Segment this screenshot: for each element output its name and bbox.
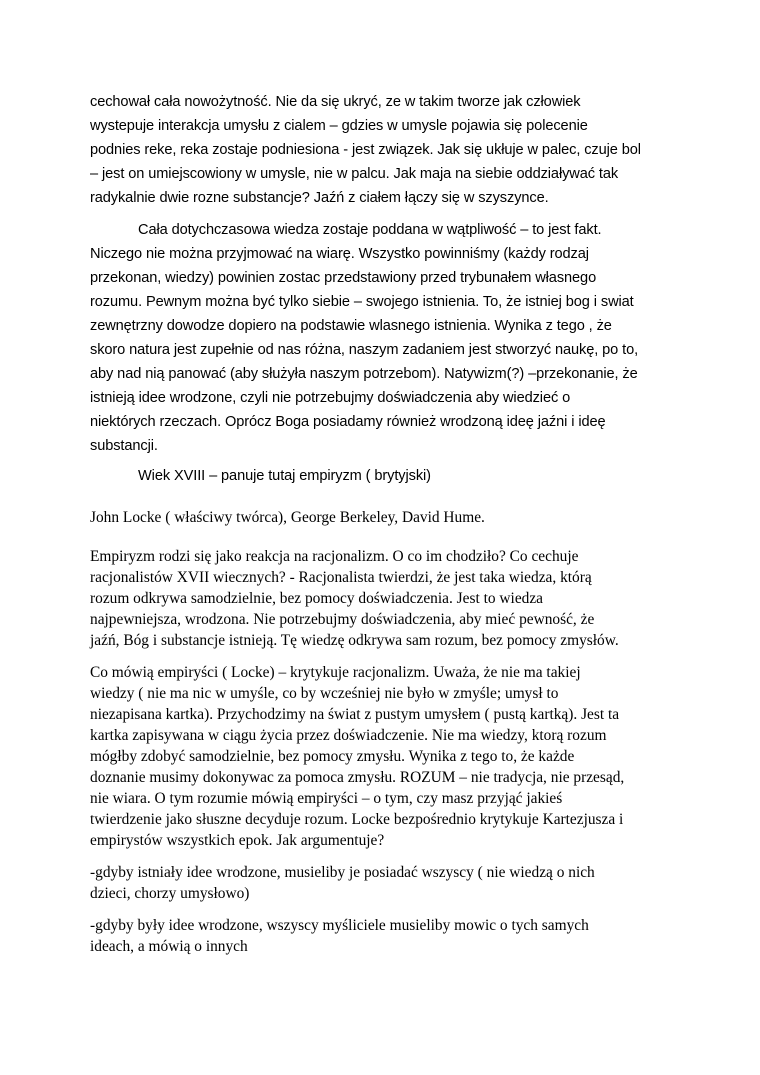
text-line: -gdyby istniały idee wrodzone, musieliby je posiadać wszyscy ( nie wiedzą o nich (90, 864, 595, 881)
text-line: nie wiara. O tym rozumie mówią empiryści – o tym, czy masz przyjąć jakieś (90, 790, 563, 807)
text-line: aby nad nią panować (aby służyła naszym potrzebom). Natywizm(?) –przekonanie, że (90, 366, 638, 382)
text-line: Co mówią empiryści ( Locke) – krytykuje racjonalizm. Uważa, że nie ma takiej (90, 664, 581, 681)
text-line: wiedzy ( nie ma nic w umyśle, co by wcześniej nie było w zmyśle; umysł to (90, 685, 559, 702)
text-line: Niczego nie można przyjmować na wiarę. Wszystko powinniśmy (każdy rodzaj (90, 246, 589, 262)
text-line: radykalnie dwie rozne substancje? Jaźń z ciałem łączy się w szyszynce. (90, 190, 549, 206)
text-line: rozumu. Pewnym można być tylko siebie – swojego istnienia. To, że istniej bog i swiat (90, 294, 634, 310)
text-line: istnieją idee wrodzone, czyli nie potrzebujmy doświadczenia aby wiedzieć o (90, 390, 571, 406)
text-line: dzieci, chorzy umysłowo) (90, 885, 250, 902)
text-line: Empiryzm rodzi się jako reakcja na racjonalizm. O co im chodziło? Co cechuje (90, 548, 579, 565)
text-line: – jest on umiejscowiony w umysle, nie w palcu. Jak maja na siebie oddziaływać tak (90, 166, 619, 182)
text-line: cechował cała nowożytność. Nie da się ukryć, ze w takim tworze jak człowiek (90, 94, 581, 110)
text-line: empirystów wszystkich epok. Jak argumentuje? (90, 832, 385, 849)
text-line: twierdzenie jako słuszne decyduje rozum. Locke bezpośrednio krytykuje Kartezjusza i (90, 811, 624, 828)
text-line: zewnętrzny dowodze dopiero na podstawie wlasnego istnienia. Wynika z tego , że (90, 318, 612, 334)
text-line: jaźń, Bóg i substancje istnieją. Tę wiedzę odkrywa sam rozum, bez pomocy zmysłów. (90, 632, 619, 649)
text-line: -gdyby były idee wrodzone, wszyscy myśliciele musieliby mowic o tych samych (90, 917, 589, 934)
text-line: Cała dotychczasowa wiedza zostaje poddana w wątpliwość – to jest fakt. (138, 222, 602, 238)
text-line: niektórych rzeczach. Oprócz Boga posiadamy również wrodzoną ideę jaźni i ideę (90, 414, 606, 430)
section-heading: Wiek XVIII – panuje tutaj empiryzm ( brytyjski) (138, 468, 431, 484)
text-line: wystepuje interakcja umysłu z cialem – gdzies w umysle pojawia się polecenie (90, 118, 588, 134)
text-line: skoro natura jest zupełnie od nas różna, naszym zadaniem jest stworzyć naukę, po to, (90, 342, 639, 358)
text-line: mógłby zdobyć samodzielnie, bez pomocy zmysłu. Wynika z tego to, że każde (90, 748, 575, 765)
text-line: racjonalistów XVII wiecznych? - Racjonalista twierdzi, że jest taka wiedza, którą (90, 569, 592, 586)
text-line: podnies reke, reka zostaje podniesiona - jest związek. Jak się ukłuje w palec, czuje bol (90, 142, 641, 158)
text-line: John Locke ( właściwy twórca), George Berkeley, David Hume. (90, 509, 485, 526)
text-line: kartka zapisywana w ciągu życia przez doświadczenie. Nie ma wiedzy, ktorą rozum (90, 727, 607, 744)
text-line: substancji. (90, 438, 158, 454)
text-line: rozum odkrywa samodzielnie, bez pomocy doświadczenia. Jest to wiedza (90, 590, 544, 607)
text-line: doznanie musimy dokonywac za pomoca zmysłu. ROZUM – nie tradycja, nie przesąd, (90, 769, 625, 786)
text-line: ideach, a mówią o innych (90, 938, 248, 955)
text-line: niezapisana kartka). Przychodzimy na świat z pustym umysłem ( pustą kartką). Jest ta (90, 706, 620, 723)
text-line: najpewniejsza, wrodzona. Nie potrzebujmy doświadczenia, aby mieć pewność, że (90, 611, 595, 628)
text-line: przekonan, wiedzy) powinien zostac przedstawiony przed trybunałem własnego (90, 270, 597, 286)
